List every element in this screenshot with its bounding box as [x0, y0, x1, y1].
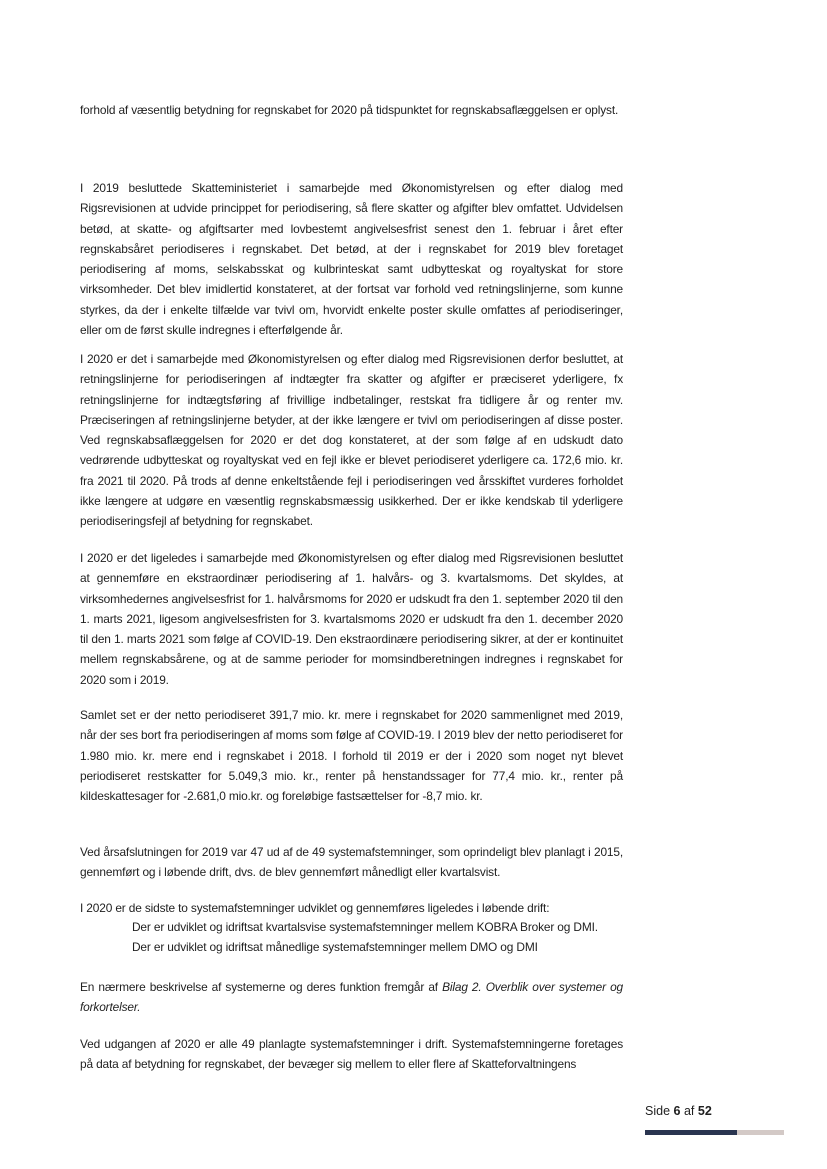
footer-bar-dark: [645, 1130, 737, 1135]
beskrivelse-text: En nærmere beskrivelse af systemerne og deres funktion fremgår af: [80, 980, 443, 994]
paragraph-udgangen-2020: Ved udgangen af 2020 er alle 49 planlagte systemafstemninger i drift. Systemafstemningerne foretages på data af betydning for regnskabet, der bevæger sig mellem to eller flere af Skatteforvaltningens: [80, 1037, 623, 1072]
paragraph-intro: forhold af væsentlig betydning for regnskabet for 2020 på tidspunktet for regnskabsaflæggelsen er oplyst.: [80, 103, 619, 117]
paragraph-beskrivelse: [80, 977, 623, 1018]
bilag-reference: Bilag 2. Overblik over systemer og forkortelser.: [80, 980, 623, 1015]
page-total: 52: [697, 1104, 712, 1118]
paragraph-ekstraordinaer-periodisering: I 2020 er det ligeledes i samarbejde med Økonomistyrelsen og efter dialog med Rigsrevisionen besluttet at gennemføre en ekstraordinær periodisering af 1. halvårs- og 3. kvartalsmoms. Det skyldes, at virksomhedernes angivelsesfrist for 1. halvårsmoms for 2020 er udskudt fra den 1. september 2020 til den 1. marts 2021, ligesom angivelsesfristen for 3. kvartalsmoms 2020 er udskudt fra den 1. december 2020 til den 1. marts 2021 som følge af COVID-19. Den ekstraordinære periodisering sikrer, at der er kontinuitet mellem regnskabsårene, og at de samme perioder for momsindberetningen indregnes i regnskabet for 2020 som i 2019.: [80, 551, 623, 687]
paragraph-2020-retningslinjer: I 2020 er det i samarbejde med Økonomistyrelsen og efter dialog med Rigsrevisionen derfor besluttet, at retningslinjerne for periodiseringen af indtægter fra skatter og afgifter er præciseret yderligere, fx retningslinjerne for indtægtsføring af frivillige indbetalinger, restskat fra tidligere år og renter mv. Præciseringen af retningslinjerne betyder, at der ikke længere er tvivl om periodiseringen af disse poster. Ved regnskabsaflæggelsen for 2020 er det dog konstateret, at der som følge af en udskudt dato vedrørende udbytteskat og royaltyskat ved en fejl ikke er blevet periodiseret yderligere ca. 172,6 mio. kr. fra 2021 til 2020. På trods af denne enkeltstående fejl i periodiseringen ved årsskiftet vurderes forholdet ikke længere at udgøre en væsentlig regnskabsmæssig usikkerhed. Der er ikke kendskab til yderligere periodiseringsfejl af betydning for regnskabet.: [80, 352, 623, 529]
paragraph-samlet-periodiseret: Samlet set er der netto periodiseret 391,7 mio. kr. mere i regnskabet for 2020 sammenlignet med 2019, når der ses bort fra periodiseringen af moms som følge af COVID-19. I 2019 blev der netto periodiseret for 1.980 mio. kr. mere end i regnskabet i 2018. I forhold til 2019 er der i 2020 som noget nyt blevet periodiseret restskatter for 5.049,3 mio. kr., renter på henstandssager for 77,4 mio. kr., renter på kildeskattesager for -2.681,0 mio.kr. og foreløbige fastsættelser for -8,7 mio. kr.: [80, 708, 623, 804]
page-number: 6: [673, 1104, 681, 1118]
paragraph-2019-periodisering: I 2019 besluttede Skatteministeriet i samarbejde med Økonomistyrelsen og efter dialog med Rigsrevisionen at udvide princippet for periodisering, så flere skatter og afgifter blev omfattet. Udvidelsen betød, at skatte- og afgiftsarter med lovbestemt angivelsesfrist senest den 1. februar i året efter regnskabsåret periodiseres i regnskabet. Det betød, at der i regnskabet for 2019 blev foretaget periodisering af moms, selskabsskat og kulbrinteskat samt udbytteskat og royaltyskat for store virksomheder. Det blev imidlertid konstateret, at der fortsat var forhold ved retningslinjerne, som kunne styrkes, da der i enkelte tilfælde var tvivl om, hvorvidt enkelte poster skulle omfattes af periodiseringer, eller om de først skulle indregnes i efterfølgende år.: [80, 181, 623, 338]
list-item: Der er udviklet og idriftsat kvartalsvise systemafstemninger mellem KOBRA Broker og DMI.: [132, 920, 598, 934]
page-of-label: af: [683, 1104, 695, 1118]
footer-bar-light: [737, 1130, 784, 1135]
page-label: Side: [645, 1104, 671, 1118]
list-item: Der er udviklet og idriftsat månedlige systemafstemninger mellem DMO og DMI: [132, 939, 538, 954]
paragraph-systemafstemninger-2019: Ved årsafslutningen for 2019 var 47 ud af de 49 systemafstemninger, som oprindeligt blev planlagt i 2015, gennemført og i løbende drift, dvs. de blev gennemført månedligt eller kvartalsvist.: [80, 845, 623, 880]
systemafstemninger-list: [80, 918, 640, 957]
page-footer: [645, 1104, 712, 1118]
paragraph-systemafstemninger-2020: I 2020 er de sidste to systemafstemninger udviklet og gennemføres ligeledes i løbende drift:: [80, 901, 550, 915]
